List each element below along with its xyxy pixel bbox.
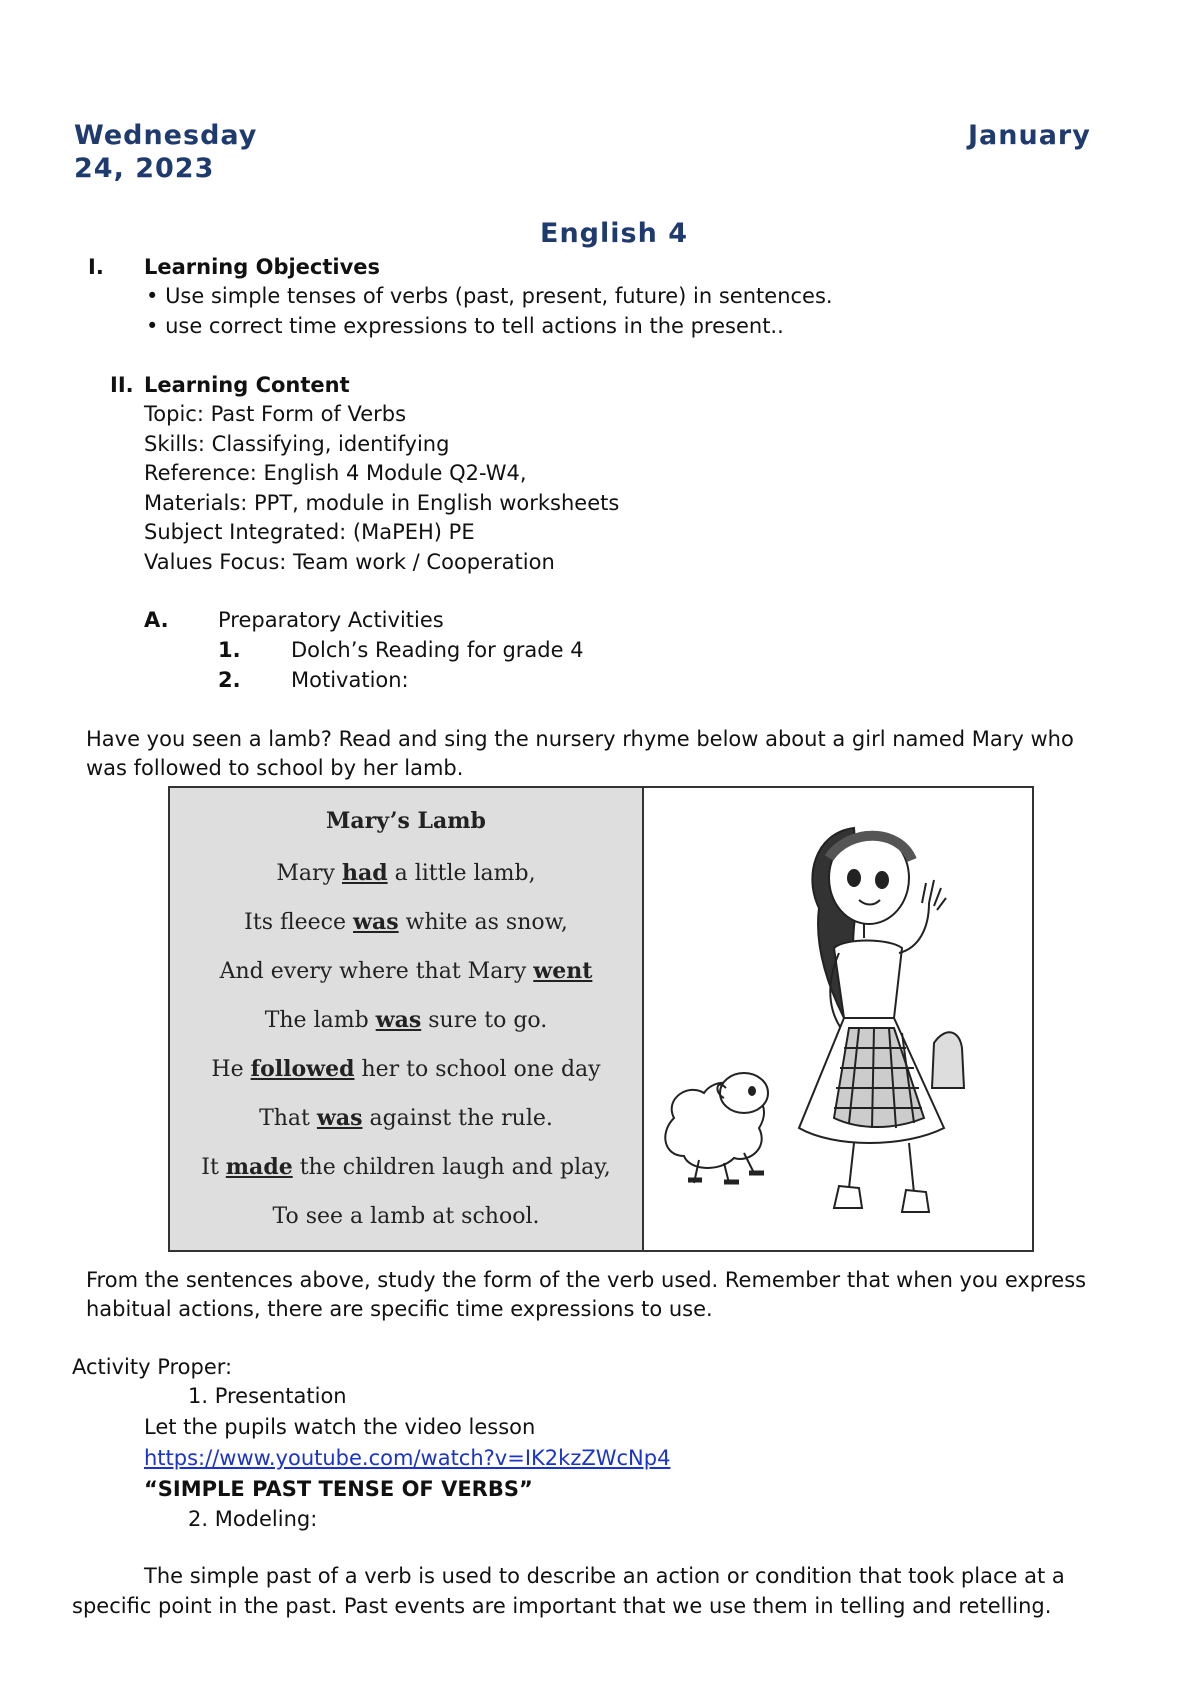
modeling-paragraph-line: The simple past of a verb is used to describe an action or condition that took place at a [144, 1564, 1065, 1588]
objective-text: use correct time expressions to tell actions in the present.. [165, 314, 784, 338]
content-subject-integrated: Subject Integrated: (MaPEH) PE [144, 520, 475, 544]
poem-line: That was against the rule. [259, 1105, 553, 1131]
modeling-paragraph-line: specific point in the past. Past events are important that we use them in telling and retelling. [72, 1594, 1052, 1618]
content-skills: Skills: Classifying, identifying [144, 432, 450, 456]
activity-watch: Let the pupils watch the video lesson [144, 1415, 536, 1439]
activity-modeling: 2. Modeling: [188, 1507, 318, 1531]
subject-title: English 4 [540, 218, 688, 249]
poem-line: It made the children laugh and play, [201, 1154, 611, 1180]
content-reference: Reference: English 4 Module Q2-W4, [144, 461, 527, 485]
objectives-numeral: I. [88, 255, 104, 279]
preparatory-letter: A. [144, 608, 169, 632]
poem-line: He followed her to school one day [211, 1056, 601, 1082]
objective-text: Use simple tenses of verbs (past, present, future) in sentences. [165, 284, 833, 308]
poem-title: Mary’s Lamb [326, 808, 486, 834]
date-rest: 24, 2023 [74, 153, 215, 184]
video-link[interactable]: https://www.youtube.com/watch?v=IK2kzZWcNp4 [144, 1446, 671, 1470]
activity-presentation: 1. Presentation [188, 1384, 347, 1408]
motivation-line: was followed to school by her lamb. [86, 756, 464, 780]
objective-item: • use correct time expressions to tell actions in the present.. [146, 314, 784, 338]
preparatory-item: Motivation: [291, 668, 409, 692]
activity-heading: Activity Proper: [72, 1355, 233, 1379]
poem-line: The lamb was sure to go. [264, 1007, 548, 1033]
date-month: January [968, 120, 1091, 151]
preparatory-num: 2. [218, 668, 241, 692]
poem-line: Its fleece was white as snow, [244, 909, 568, 935]
poem-line: And every where that Mary went [219, 958, 593, 984]
preparatory-item: Dolch’s Reading for grade 4 [291, 638, 584, 662]
objective-item: • Use simple tenses of verbs (past, present, future) in sentences. [146, 284, 833, 308]
content-heading: Learning Content [144, 373, 350, 397]
video-title: “SIMPLE PAST TENSE OF VERBS” [144, 1477, 533, 1501]
date-day: Wednesday [74, 120, 258, 151]
objectives-heading: Learning Objectives [144, 255, 381, 279]
preparatory-label: Preparatory Activities [218, 608, 444, 632]
content-topic: Topic: Past Form of Verbs [144, 402, 407, 426]
motivation-line: Have you seen a lamb? Read and sing the nursery rhyme below about a girl named Mary who [86, 727, 1074, 751]
illustration-box [644, 786, 1034, 1252]
study-line: habitual actions, there are specific time expressions to use. [86, 1297, 713, 1321]
content-values-focus: Values Focus: Team work / Cooperation [144, 550, 555, 574]
preparatory-num: 1. [218, 638, 241, 662]
poem-line: To see a lamb at school. [272, 1204, 540, 1229]
content-materials: Materials: PPT, module in English worksheets [144, 491, 620, 515]
study-line: From the sentences above, study the form of the verb used. Remember that when you express [86, 1268, 1087, 1292]
mary-and-lamb-illustration [644, 788, 1032, 1250]
poem-line: Mary had a little lamb, [276, 860, 536, 886]
poem-box [168, 786, 644, 1252]
content-numeral: II. [110, 373, 134, 397]
